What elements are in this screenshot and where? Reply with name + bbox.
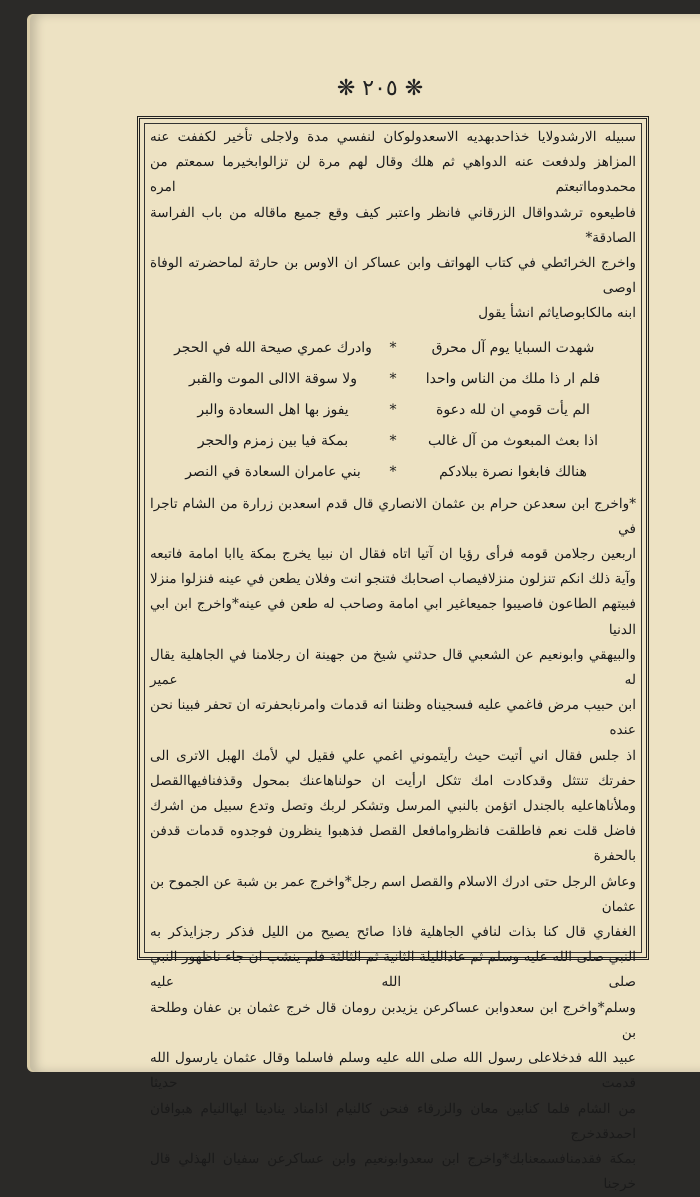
text-line: الغفاري قال كنا بذات لنافي الجاهلية فاذا صائح يصيح من الليل فذكر رجزايذكر به: [150, 924, 636, 941]
text-line: بمكة فقدمنافسمعنابك*واخرج ابن سعدوابونعيم وابن عساكرعن سفيان الهذلي قال خرجنا: [150, 1150, 636, 1193]
verse: [150, 364, 636, 395]
verse-second-hemistich: بمكة فيا بين زمزم والحجر: [197, 432, 349, 449]
ornament-left: ❋: [404, 76, 424, 101]
text-line: حفرتك تنتثل وقدكادت امك تثكل ارأيت ان حولناهاعنك بمحول وقذفنافيهاالقصل: [150, 772, 636, 789]
verse: [150, 333, 636, 364]
verse-separator: *: [389, 370, 397, 387]
verse-second-hemistich: ولا سوقة الاالى الموت والقبر: [188, 370, 357, 387]
prose-top: [150, 125, 636, 327]
prose-bottom: [150, 492, 636, 1197]
verse-second-hemistich: وادرك عمري صيحة الله في الحجر: [174, 339, 372, 356]
verse: [150, 457, 636, 488]
text-line: وآية ذلك انكم تنزلون منزلافيصاب اصحابك فتنجو انت وفلان يطعن في عينه فنزلوا منزلا: [150, 571, 636, 588]
ornament-right: ❋: [336, 76, 356, 101]
text-line: اربعين رجلامن قومه فرأى رؤيا ان آتيا اتاه فقال ان نبيا يخرج بمكة ياابا امامة فاتبعه: [150, 546, 636, 563]
text-line: وعاش الرجل حتى ادرك الاسلام والقصل اسم رجل*واخرج عمر بن شبة عن الجموح بن عثمان: [150, 873, 636, 915]
verse: [150, 426, 636, 457]
poem: [150, 333, 636, 488]
verse-separator: *: [389, 339, 397, 356]
text-line: وسلم*واخرج ابن سعدوابن عساكرعن يزيدبن رومان قال خرج عثمان بن عفان وطلحة بن: [150, 999, 636, 1041]
verse: [150, 395, 636, 426]
verse-first-hemistich: شهدت السبايا يوم آل محرق: [431, 339, 595, 356]
verse-separator: *: [389, 401, 397, 418]
text-line: المزاهز ولدفعت عنه الدواهي ثم هلك وقال لهم مرة لن تزالوابخيرما سمعتم من محمدومااتبعتم امره: [150, 154, 636, 196]
text-line: *واخرج ابن سعدعن حرام بن عثمان الانصاري قال قدم اسعدبن زرارة من الشام تاجرا في: [150, 495, 636, 537]
page-number: ٢٠٥: [362, 76, 398, 101]
text-frame: [137, 116, 649, 1193]
text-line: عبيد الله فدخلاعلى رسول الله صلى الله عليه وسلم فاسلما وقال عثمان يارسول الله قدمت حديثا: [150, 1050, 636, 1092]
text-line: ابن حبيب مرض فاغمي عليه فسجيناه وظننا انه قدمات وامرنابحفرته ان تحفر فبينا نحن عنده: [150, 697, 636, 739]
verse-first-hemistich: فلم ار ذا ملك من الناس واحدا: [425, 370, 601, 387]
verse-first-hemistich: اذا بعث المبعوث من آل غالب: [427, 432, 599, 449]
verse-second-hemistich: يفوز بها اهل السعادة والبر: [197, 401, 349, 418]
text-line: فاضل قلت نعم فاطلقت فانظروامافعل القصل فذهبوا ينظرون فوجدوه قدمات قدفن بالحفرة: [150, 823, 636, 865]
text-line: والبيهقي وابونعيم عن الشعبي قال حدثني شيخ من جهينة ان رجلامنا في الجاهلية يقال له عمير: [150, 646, 636, 689]
text-line: النبي صلى الله عليه وسلم ثم عادالليلة الثانية ثم الثالثة فلم ينشب ان جاء ناظهور النبي صلى الله عليه: [150, 949, 636, 991]
text-line: فاطيعوه ترشدواقال الزرقاني فانظر واعتبر كيف وقع جميع ماقاله من باب الفراسة الصادقة*: [150, 204, 636, 246]
text-line: واخرج الخرائطي في كتاب الهواتف وابن عساكر ان الاوس بن حارثة لماحضرته الوفاة اوصى: [150, 255, 636, 297]
verse-second-hemistich: بني عامران السعادة في النصر: [185, 463, 361, 480]
verse-separator: *: [389, 432, 397, 449]
verse-first-hemistich: الم يأت قومي ان لله دعوة: [436, 401, 590, 418]
text-line: ابنه مالكابوصاياثم انشأ يقول: [478, 305, 636, 322]
text-line: فبيتهم الطاعون فاصيبوا جميعاغير ابي امامة وصاحب له طعن في عينه*واخرج ابن ابي الدنيا: [150, 596, 636, 638]
text-line: اذ جلس فقال اني أتيت حيث رأيتموني اغمي علي فقيل لي لأمك الهبل الاترى الى: [150, 747, 636, 764]
text-line: سبيله الارشدولايا خذاحدبهديه الاسعدولوكان لنفسي مدة ولاجلى تأخير لكففت عنه: [150, 129, 636, 145]
text-line: وملأناهاعليه بالجندل اتؤمن بالنبي المرسل وتشكر لربك وتصل وتدع سبيل من اشرك: [150, 798, 636, 815]
page-header: [0, 76, 700, 101]
text-line: من الشام فلما كنابين معان والزرقاء فنحن كالنيام اذامناد ينادينا ايهاالنيام هبوافان احمدقدخرج: [150, 1100, 636, 1142]
verse-separator: *: [389, 463, 397, 480]
verse-first-hemistich: هنالك فابغوا نصرة ببلادكم: [439, 463, 587, 480]
